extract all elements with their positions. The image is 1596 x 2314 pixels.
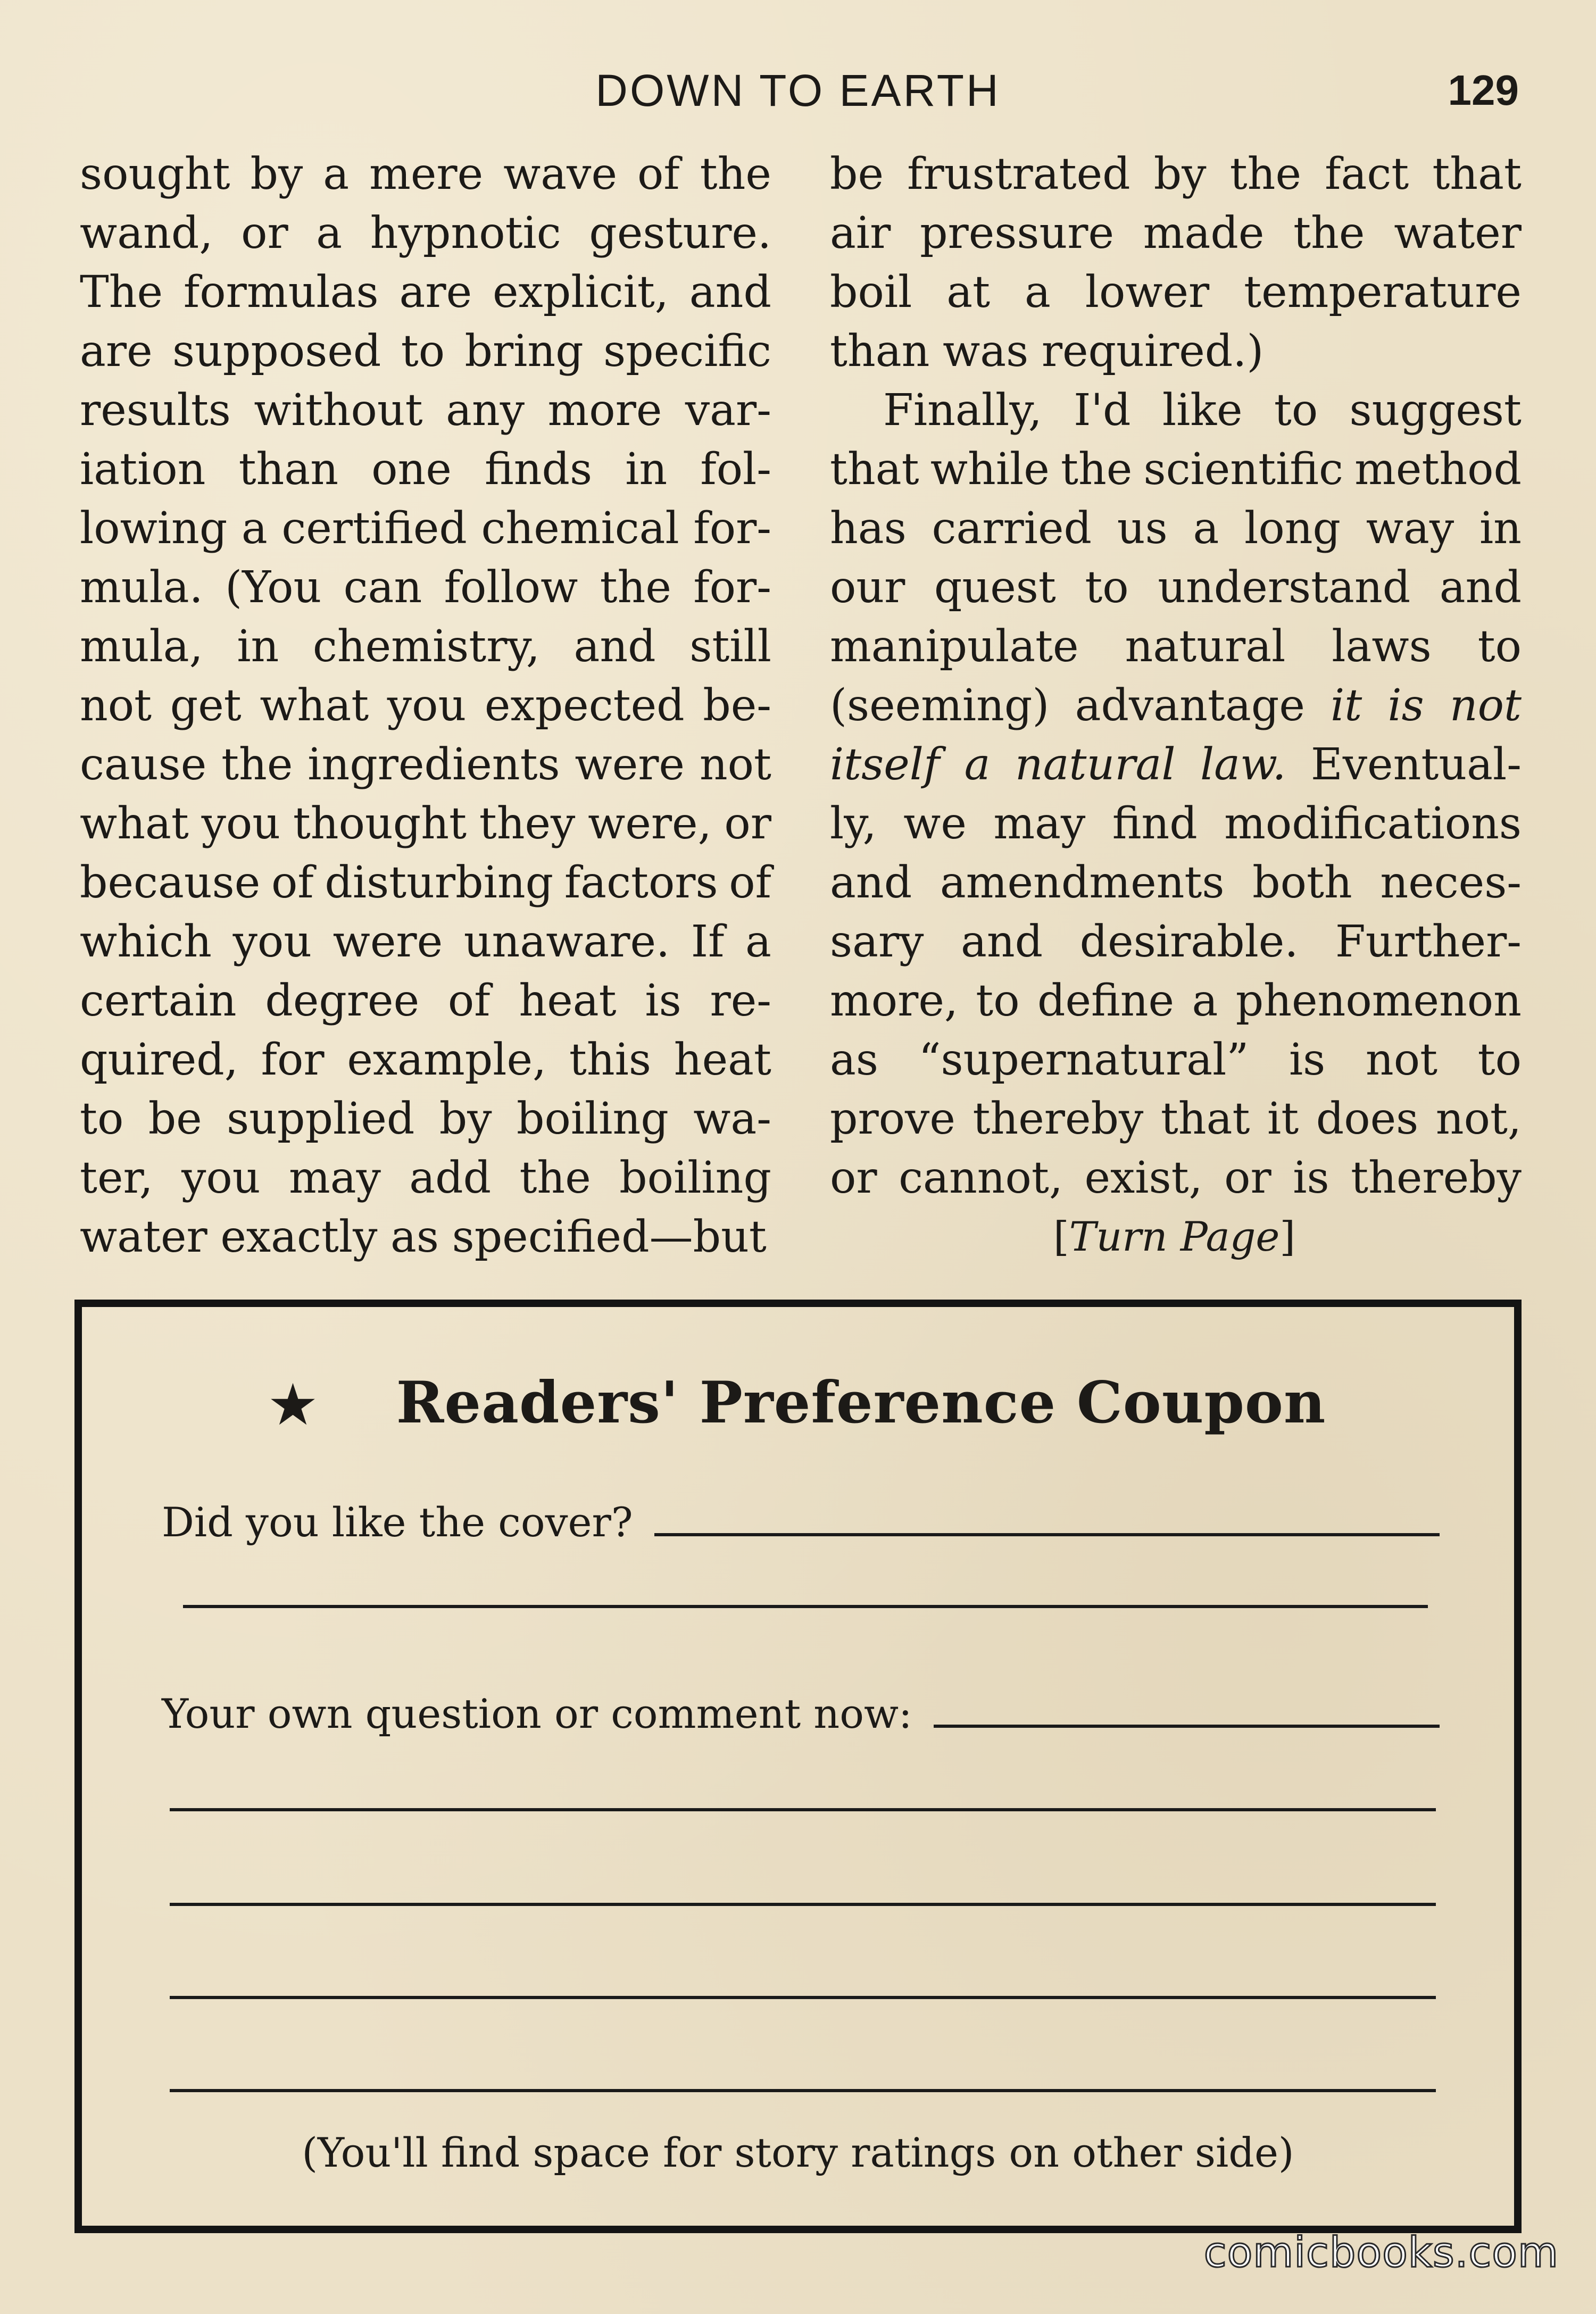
comment-question-label: Your own question or comment now:: [162, 1690, 912, 1737]
word: expected: [484, 680, 685, 731]
word: required.): [1041, 326, 1264, 377]
word: natural: [1125, 621, 1286, 672]
word: supplied: [227, 1094, 415, 1144]
word: not: [1449, 680, 1522, 731]
text-line: [80, 1089, 771, 1148]
word: iation: [80, 444, 206, 495]
word: and: [689, 267, 771, 318]
word: were: [575, 739, 685, 790]
word: thereby: [972, 1094, 1144, 1144]
word: cause: [80, 739, 207, 790]
word: for-: [693, 503, 771, 554]
word: for-: [693, 562, 771, 613]
word: way: [1366, 503, 1454, 554]
word: not,: [1435, 1094, 1522, 1144]
text-line: [830, 1089, 1522, 1148]
word: sought: [80, 149, 230, 199]
word: can: [343, 562, 422, 613]
word: sary: [830, 917, 924, 967]
word: is: [645, 976, 681, 1026]
comment-question-row: [162, 1685, 1440, 1743]
word: more,: [830, 976, 958, 1026]
word: chemical: [481, 503, 679, 554]
word: more: [547, 385, 662, 436]
text-line: [830, 440, 1522, 499]
text-line: [830, 263, 1522, 322]
word: exist,: [1084, 1153, 1203, 1203]
word: quired,: [80, 1035, 238, 1085]
word: it: [1267, 1094, 1299, 1144]
text-line: [80, 1030, 771, 1089]
text-line: [80, 381, 771, 440]
cover-question-row: [162, 1493, 1440, 1552]
text-line: [80, 558, 771, 617]
word: in: [237, 621, 279, 672]
word: suggest: [1349, 385, 1522, 436]
word: supposed: [172, 326, 381, 377]
word: water: [80, 1212, 207, 1262]
text-line: [830, 1030, 1522, 1089]
word: not: [1365, 1035, 1438, 1085]
word: disturbing: [325, 858, 554, 908]
word: define: [1037, 976, 1175, 1026]
word: to: [1477, 1035, 1522, 1085]
word: lower: [1085, 267, 1210, 318]
word: both: [1252, 858, 1352, 908]
word: a: [1193, 503, 1219, 554]
word: heat: [519, 976, 617, 1026]
word: pressure: [920, 208, 1114, 259]
word: chemistry,: [312, 621, 540, 672]
turn-page-text: Turn Page: [1069, 1213, 1280, 1260]
comment-answer-line[interactable]: [170, 1903, 1436, 1906]
word: lowing: [80, 503, 228, 554]
comment-answer-line[interactable]: [170, 2089, 1436, 2092]
word: phenomenon: [1235, 976, 1522, 1026]
word: law.: [1200, 739, 1286, 790]
star-icon: ★: [270, 1375, 317, 1435]
turn-page-open-bracket: [: [1053, 1213, 1069, 1260]
word: to: [401, 326, 445, 377]
coupon-footnote: (You'll find space for story ratings on other side): [302, 2129, 1294, 2176]
word: a: [1192, 976, 1218, 1026]
word: the: [1229, 149, 1301, 199]
text-line: [830, 558, 1522, 617]
word: modifications: [1224, 798, 1522, 849]
word: any: [446, 385, 525, 436]
word: manipulate: [830, 621, 1079, 672]
word: not: [699, 739, 771, 790]
word: what: [80, 798, 189, 849]
text-line: [830, 676, 1522, 735]
word: our: [830, 562, 905, 613]
word: one: [371, 444, 452, 495]
word: not: [80, 680, 152, 731]
word: as: [830, 1035, 878, 1085]
word: “supernatural”: [918, 1035, 1249, 1085]
word: a: [964, 739, 991, 790]
word: the: [1061, 444, 1133, 495]
word: hypnotic: [370, 208, 561, 259]
word: made: [1143, 208, 1265, 259]
word: example,: [347, 1035, 547, 1085]
word: of: [729, 858, 771, 908]
word: Eventual-: [1310, 739, 1522, 790]
word: fol-: [700, 444, 771, 495]
word: unaware.: [463, 917, 670, 967]
word: find: [1112, 798, 1198, 849]
word: specific: [603, 326, 771, 377]
text-line: [80, 499, 771, 558]
text-line: [80, 204, 771, 263]
word: certain: [80, 976, 237, 1026]
word: ingredients: [307, 739, 560, 790]
word: explicit,: [492, 267, 669, 318]
word: and: [960, 917, 1043, 967]
word: in: [1479, 503, 1522, 554]
word: you: [181, 1153, 261, 1203]
word: by: [1153, 149, 1207, 199]
word: water: [1394, 208, 1522, 259]
word: by: [250, 149, 303, 199]
word: be: [148, 1094, 202, 1144]
word: what: [260, 680, 369, 731]
word: may: [993, 798, 1086, 849]
text-line: [80, 322, 771, 381]
text-line: [80, 853, 771, 912]
word: results: [80, 385, 231, 436]
word: we: [903, 798, 967, 849]
word: natural: [1015, 739, 1176, 790]
word: itself: [830, 739, 940, 790]
word: method: [1354, 444, 1522, 495]
word: temperature: [1244, 267, 1522, 318]
word: var-: [685, 385, 771, 436]
word: while: [930, 444, 1050, 495]
word: the: [700, 149, 771, 199]
comment-answer-line[interactable]: [170, 1996, 1436, 1999]
word: like: [1162, 385, 1243, 436]
word: or: [724, 798, 771, 849]
word: or: [830, 1153, 877, 1203]
text-line: [830, 853, 1522, 912]
word: factors: [564, 858, 718, 908]
word: which: [80, 917, 212, 967]
word: you: [232, 917, 312, 967]
word: the: [1293, 208, 1365, 259]
word: thereby: [1351, 1153, 1522, 1203]
word: is: [1387, 680, 1424, 731]
word: a: [1024, 267, 1051, 318]
word: to: [976, 976, 1020, 1026]
word: quest: [934, 562, 1056, 613]
word: is: [1293, 1153, 1329, 1203]
word: degree: [265, 976, 420, 1026]
text-line: [80, 735, 771, 794]
word: of: [447, 976, 491, 1026]
word: a: [241, 503, 268, 554]
word: this: [569, 1035, 651, 1085]
word: long: [1244, 503, 1341, 554]
word: the: [221, 739, 293, 790]
text-line: [830, 145, 1522, 204]
word: prove: [830, 1094, 955, 1144]
word: carried: [932, 503, 1092, 554]
word: still: [689, 621, 771, 672]
word: to: [80, 1094, 124, 1144]
word: boiling: [619, 1153, 771, 1203]
cover-answer-field[interactable]: [654, 1505, 1440, 1536]
word: air: [830, 208, 891, 259]
word: does: [1316, 1094, 1419, 1144]
text-line: [80, 971, 771, 1030]
text-line: [830, 971, 1522, 1030]
word: and: [573, 621, 656, 672]
word: a: [745, 917, 771, 967]
word: the: [600, 562, 671, 613]
word: Finally,: [883, 385, 1042, 436]
word: understand: [1158, 562, 1411, 613]
word: or: [1224, 1153, 1271, 1203]
word: us: [1117, 503, 1168, 554]
turn-page-note: [1053, 1210, 1295, 1263]
word: has: [830, 503, 907, 554]
word: thought: [293, 798, 467, 849]
word: neces-: [1380, 858, 1522, 908]
page-number: 129: [1448, 66, 1519, 114]
text-line: [80, 617, 771, 676]
word: (You: [225, 562, 322, 613]
word: gesture.: [589, 208, 771, 259]
text-line: [830, 499, 1522, 558]
word: are: [399, 267, 472, 318]
word: Further-: [1335, 917, 1522, 967]
turn-page-close-bracket: ]: [1279, 1213, 1296, 1260]
word: exactly: [220, 1212, 378, 1262]
word: at: [946, 267, 991, 318]
word: a: [323, 149, 350, 199]
word: I'd: [1074, 385, 1131, 436]
word: formulas: [183, 267, 379, 318]
right-column: [830, 145, 1522, 1208]
word: by: [439, 1094, 492, 1144]
word: that: [1160, 1094, 1250, 1144]
word: the: [519, 1153, 591, 1203]
word: be-: [703, 680, 771, 731]
left-column: [80, 145, 771, 1267]
word: or: [241, 208, 288, 259]
cover-question-label: Did you like the cover?: [162, 1499, 633, 1546]
text-line: [830, 617, 1522, 676]
text-line: [830, 1148, 1522, 1208]
word: is: [1289, 1035, 1326, 1085]
word: than: [830, 326, 930, 377]
text-line: [830, 204, 1522, 263]
word: you: [387, 680, 467, 731]
word: follow: [444, 562, 578, 613]
readers-preference-coupon: [74, 1300, 1522, 2233]
word: boil: [830, 267, 912, 318]
word: wa-: [693, 1094, 771, 1144]
word: (seeming): [830, 680, 1050, 731]
text-line: [80, 676, 771, 735]
word: to: [1274, 385, 1318, 436]
word: are: [80, 326, 153, 377]
word: were,: [588, 798, 712, 849]
word: and: [1439, 562, 1522, 613]
word: you: [201, 798, 281, 849]
coupon-title: [82, 1368, 1514, 1439]
text-line: [80, 1148, 771, 1208]
text-line: [80, 440, 771, 499]
cover-answer-line[interactable]: [183, 1605, 1428, 1608]
word: add: [409, 1153, 492, 1203]
text-line: [830, 912, 1522, 971]
word: re-: [710, 976, 771, 1026]
word: than: [238, 444, 339, 495]
word: specified—but: [452, 1212, 767, 1262]
word: wave: [503, 149, 617, 199]
word: scientific: [1143, 444, 1343, 495]
text-line: [80, 1208, 771, 1267]
word: of: [637, 149, 680, 199]
comment-answer-line[interactable]: [170, 1808, 1436, 1811]
word: it: [1331, 680, 1362, 731]
word: a: [316, 208, 343, 259]
word: that: [1432, 149, 1522, 199]
word: cannot,: [899, 1153, 1063, 1203]
word: they: [479, 798, 576, 849]
word: laws: [1332, 621, 1432, 672]
text-line: [80, 263, 771, 322]
word: amendments: [940, 858, 1225, 908]
text-line: [80, 912, 771, 971]
word: and: [830, 858, 912, 908]
word: was: [943, 326, 1029, 377]
word: The: [80, 267, 163, 318]
word: to: [1085, 562, 1129, 613]
coupon-title-text: Readers' Preference Coupon: [396, 1369, 1326, 1436]
word: to: [1477, 621, 1522, 672]
word: without: [254, 385, 423, 436]
text-line: [830, 322, 1522, 381]
word: frustrated: [907, 149, 1130, 199]
word: certified: [281, 503, 467, 554]
text-line: [830, 381, 1522, 440]
watermark-logo: comicbooks.com: [1203, 2229, 1559, 2277]
word: for: [261, 1035, 325, 1085]
text-line: [80, 794, 771, 853]
word: mula.: [80, 562, 203, 613]
text-line: [830, 794, 1522, 853]
header-title: DOWN TO EARTH: [595, 65, 1001, 115]
word: of: [271, 858, 314, 908]
word: desirable.: [1079, 917, 1299, 967]
word: heat: [674, 1035, 771, 1085]
word: as: [390, 1212, 439, 1262]
word: mula,: [80, 621, 203, 672]
word: in: [625, 444, 668, 495]
word: be: [830, 149, 884, 199]
word: ter,: [80, 1153, 153, 1203]
word: If: [691, 917, 725, 967]
word: advantage: [1075, 680, 1305, 731]
text-line: [830, 735, 1522, 794]
word: that: [830, 444, 919, 495]
word: may: [288, 1153, 381, 1203]
word: boiling: [516, 1094, 669, 1144]
word: mere: [369, 149, 484, 199]
word: bring: [464, 326, 584, 377]
word: finds: [485, 444, 593, 495]
word: were: [332, 917, 443, 967]
word: ly,: [830, 798, 877, 849]
word: fact: [1325, 149, 1409, 199]
word: get: [170, 680, 242, 731]
word: wand,: [80, 208, 213, 259]
word: because: [80, 858, 261, 908]
text-line: [80, 145, 771, 204]
comment-answer-field[interactable]: [934, 1697, 1440, 1728]
